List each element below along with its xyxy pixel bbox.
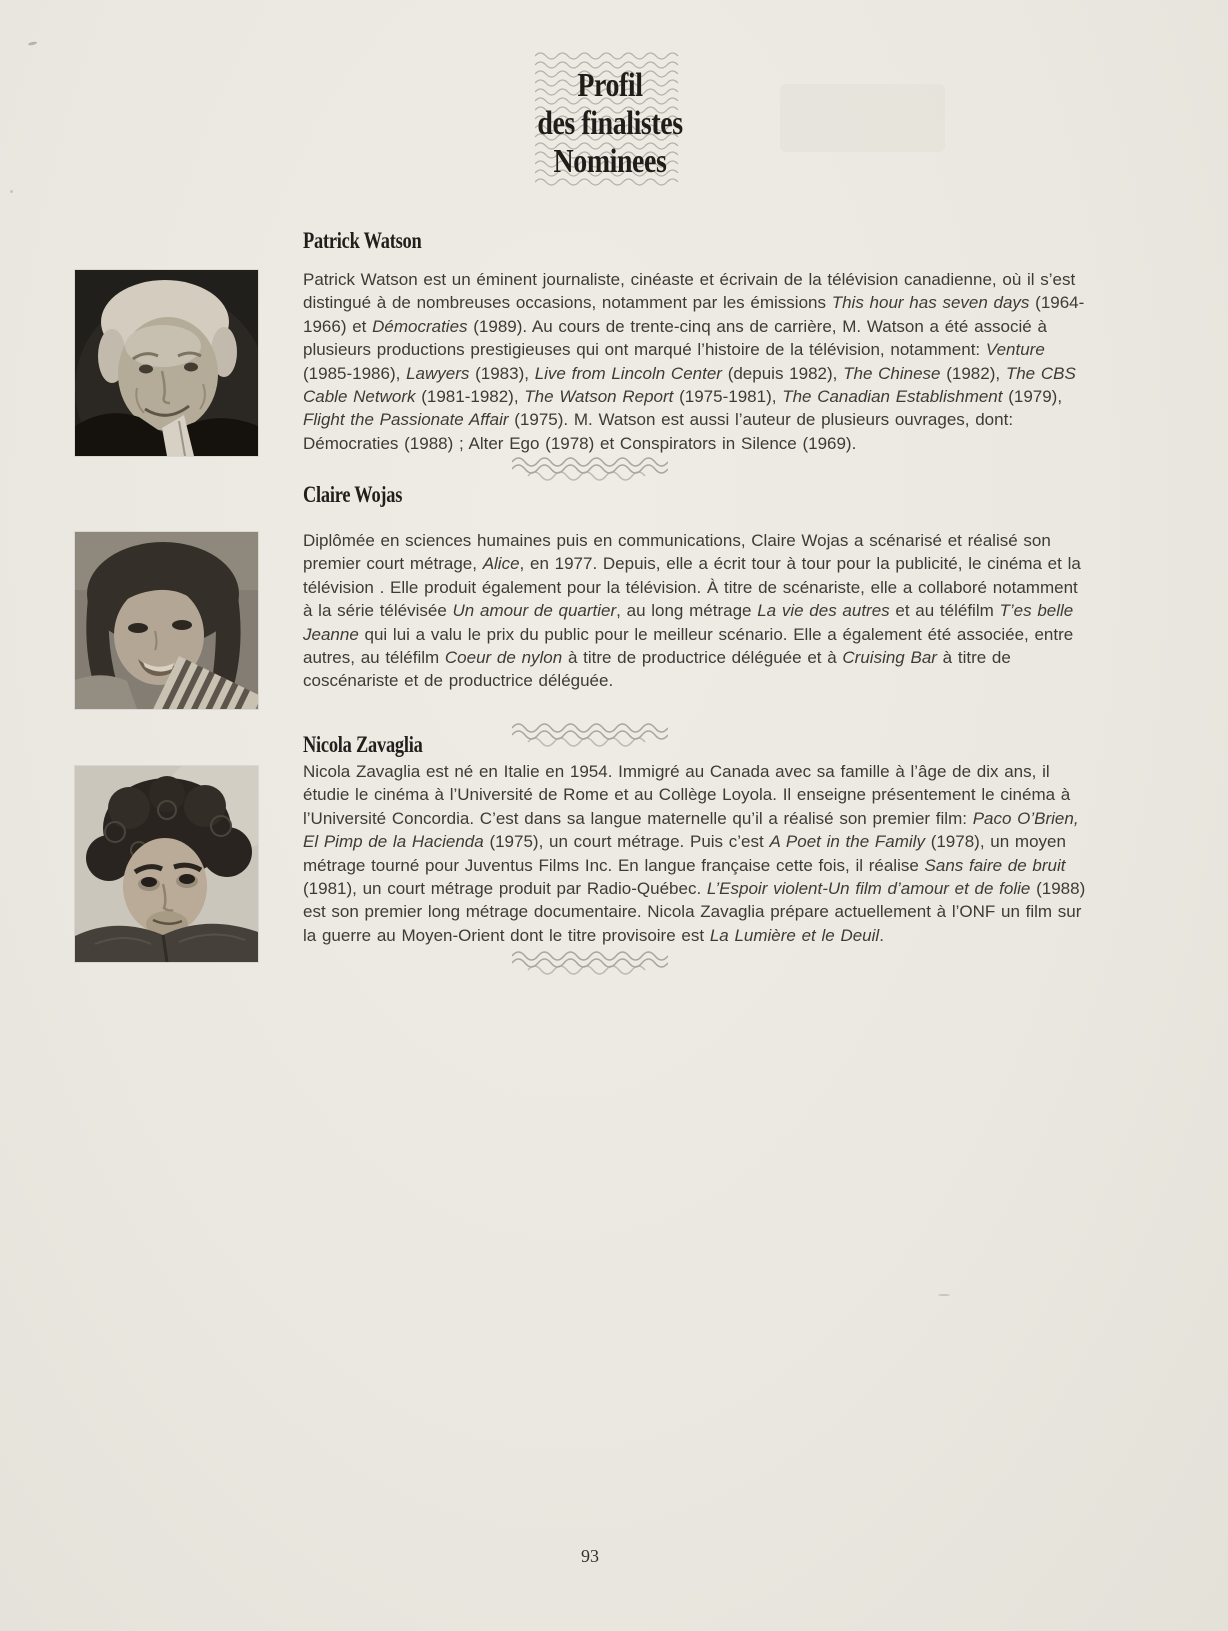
patrick-watson-photo [75, 270, 258, 456]
page-title-block [460, 50, 760, 190]
title-line-3: Nominees [553, 143, 667, 180]
nicola-zavaglia-photo [75, 766, 258, 962]
paper-bleed-through [780, 84, 945, 152]
claire-wojas-photo [75, 532, 258, 709]
profile-bio: Diplômée en sciences humaines puis en communications, Claire Wojas a scénarisé et réalisé son premier court métrage, Alice, en 1977. Depuis, elle a écrit tour à tour pour la publicité, le cinéma et la télévision . Elle produit également pour la télévision. À titre de scénariste, elle a collaboré notamment à la série télévisée Un amour de quartier, au long métrage La vie des autres et au téléfilm T’es belle Jeanne qui lui a valu le prix du public pour le meilleur scénario. Elle a également été associée, entre autres, au téléfilm Coeur de nylon à titre de productrice déléguée et à Cruising Bar à titre de coscénariste et de productrice déléguée. [303, 531, 1081, 691]
title-line-2: des finalistes [537, 105, 683, 142]
wavy-divider-icon [512, 950, 668, 976]
wavy-divider-icon [512, 456, 668, 482]
title-line-1: Profil [577, 67, 643, 104]
profile-name: Claire Wojas [303, 482, 403, 507]
scan-speck [10, 190, 13, 193]
scan-speck [28, 41, 37, 46]
page-number: 93 [581, 1546, 599, 1566]
wavy-divider-icon [512, 722, 668, 748]
profile-bio: Nicola Zavaglia est né en Italie en 1954. Immigré au Canada avec sa famille à l’âge de dix ans, il étudie le cinéma à l’Université de Rome et au Collège Loyola. Il enseigne présentement le cinéma à l’Université Concordia. C’est dans sa langue maternelle qu’il a réalisé son premier film: Paco O’Brien, El Pimp de la Hacienda (1975), un court métrage. Puis c’est A Poet in the Family (1978), un moyen métrage tourné pour Juventus Films Inc. En langue française cette fois, il réalise Sans faire de bruit (1981), un court métrage produit par Radio-Québec. L’Espoir violent-Un film d’amour et de folie (1988) est son premier long métrage documentaire. Nicola Zavaglia prépare actuellement à l’ONF un film sur la guerre au Moyen-Orient dont le titre provisoire est La Lumière et le Deuil. [303, 762, 1086, 945]
profile-name: Patrick Watson [303, 228, 422, 253]
profile-bio: Patrick Watson est un éminent journaliste, cinéaste et écrivain de la télévision canadienne, où il s’est distingué à de nombreuses occasions, notamment par les émissions This hour has seven days (1964-1966) et Démocraties (1989). Au cours de trente-cinq ans de carrière, M. Watson a été associé à plusieurs productions prestigieuses qui ont marqué l’histoire de la télévision, notamment: Venture (1985-1986), Lawyers (1983), Live from Lincoln Center (depuis 1982), The Chinese (1982), The CBS Cable Network (1981-1982), The Watson Report (1975-1981), The Canadian Establishment (1979), Flight the Passionate Affair (1975). M. Watson est aussi l’auteur de plusieurs ouvrages, dont: Démocraties (1988) ; Alter Ego (1978) et Conspirators in Silence (1969). [303, 270, 1085, 453]
scan-speck [938, 1294, 950, 1296]
profile-name: Nicola Zavaglia [303, 732, 423, 757]
